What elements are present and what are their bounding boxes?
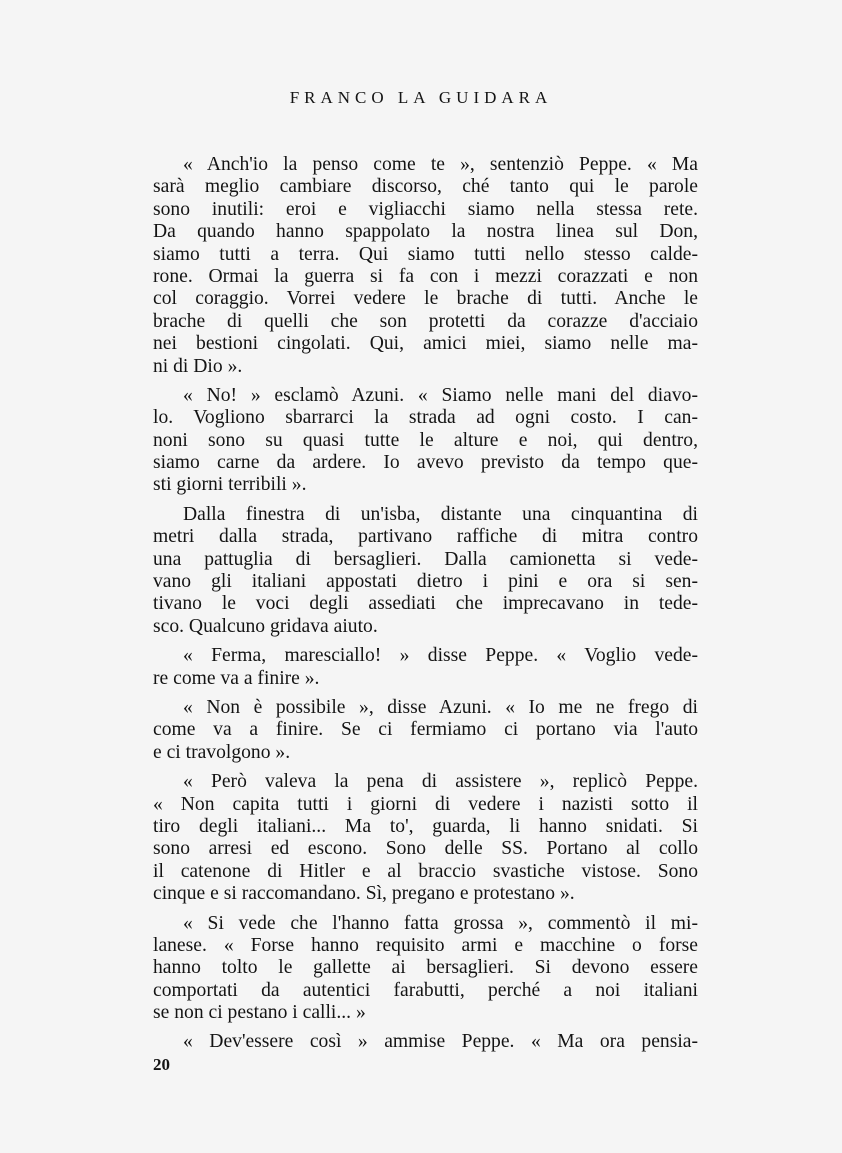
text-line: ni di Dio ». [153,355,243,377]
text-line: lo. Vogliono sbarrarci la strada ad ogni costo. I can- [153,407,698,429]
text-line: noni sono su quasi tutte le alture e noi, qui dentro, [153,429,698,451]
text-line: cinque e si raccomandano. Sì, pregano e protestano ». [153,883,575,905]
text-line: rone. Ormai la guerra si fa con i mezzi corazzati e non [153,265,698,287]
text-line: siamo tutti a terra. Qui siamo tutti nello stesso calde- [153,243,698,265]
text-line: tiro degli italiani... Ma to', guarda, li hanno snidati. Si [153,815,698,837]
text-line: vano gli italiani appostati dietro i pini e ora si sen- [153,571,698,593]
text-line: « No! » esclamò Azuni. « Siamo nelle mani del diavo- [183,384,698,406]
text-line: re come va a finire ». [153,667,320,689]
text-line: « Però valeva la pena di assistere », replicò Peppe. [183,771,698,793]
paragraph [153,504,698,638]
paragraph [153,771,698,905]
paragraph [153,697,698,764]
paragraph [153,1031,698,1053]
running-title: FRANCO LA GUIDARA [289,88,553,107]
text-line: metri dalla strada, partivano raffiche di mitra contro [153,526,698,548]
text-line: tivano le voci degli assediati che imprecavano in tede- [153,593,698,615]
text-line: come va a finire. Se ci fermiamo ci portano via l'auto [153,719,698,741]
paragraph [153,645,698,690]
text-line: comportati da autentici farabutti, perché a noi italiani [153,979,698,1001]
text-line: il catenone di Hitler e al braccio svastiche vistose. Sono [153,860,698,882]
text-line: Dalla finestra di un'isba, distante una cinquantina di [183,503,698,525]
text-line: e ci travolgono ». [153,741,291,763]
text-line: nei bestioni cingolati. Qui, amici miei, siamo nelle ma- [153,333,698,355]
text-line: col coraggio. Vorrei vedere le brache di tutti. Anche le [153,288,698,310]
text-line: « Anch'io la penso come te », sentenziò Peppe. « Ma [183,154,698,175]
text-line: Da quando hanno spappolato la nostra linea sul Don, [153,221,698,243]
text-line: una pattuglia di bersaglieri. Dalla camionetta si vede- [153,548,698,570]
body-text [153,154,698,1054]
text-line: sco. Qualcuno gridava aiuto. [153,615,378,637]
paragraph [153,913,698,1025]
text-line: « Dev'essere così » ammise Peppe. « Ma ora pensia- [183,1031,698,1053]
text-line: se non ci pestano i calli... » [153,1002,366,1024]
text-line: « Ferma, maresciallo! » disse Peppe. « Voglio vede- [183,645,698,667]
text-line: sarà meglio cambiare discorso, ché tanto qui le parole [153,176,698,198]
text-line: « Non capita tutti i giorni di vedere i nazisti sotto il [153,793,698,815]
paragraph [153,385,698,497]
text-line: « Non è possibile », disse Azuni. « Io me ne frego di [183,696,698,718]
page-number: 20 [153,1055,170,1074]
text-line: sono inutili: eroi e vigliacchi siamo nella stessa rete. [153,198,698,220]
paragraph [153,154,698,378]
text-line: siamo carne da ardere. Io avevo previsto da tempo que- [153,452,698,474]
text-line: « Si vede che l'hanno fatta grossa », commentò il mi- [183,912,698,934]
text-line: lanese. « Forse hanno requisito armi e macchine o forse [153,934,698,956]
text-line: sti giorni terribili ». [153,474,307,496]
text-line: hanno tolto le gallette ai bersaglieri. Si devono essere [153,957,698,979]
text-line: sono arresi ed escono. Sono delle SS. Portano al collo [153,838,698,860]
text-line: brache di quelli che son protetti da corazze d'acciaio [153,310,698,332]
